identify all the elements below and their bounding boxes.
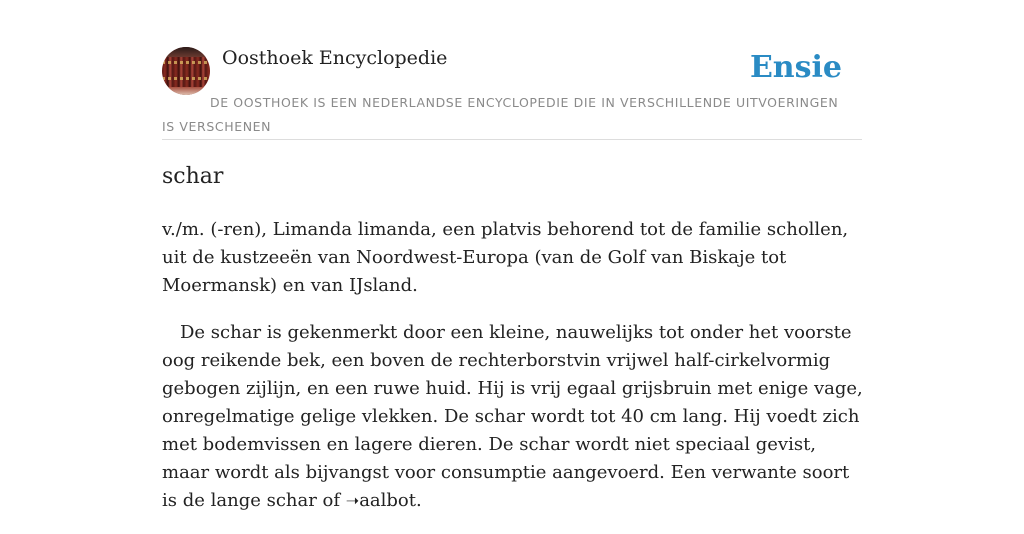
cross-reference-label: aalbot <box>359 490 416 511</box>
cross-reference-link[interactable] <box>346 490 416 511</box>
paragraph-description-text: De schar is gekenmerkt door een kleine, nauwelijks tot onder het voorste oog reikende bek, een boven de rechterborstvin vrijwel half-cirkelvormig gebogen zijlijn, en een ruwe huid. Hij is vrij egaal grijsbruin met enige vage, onregelmatige gelige vlekken. De schar wordt tot 40 cm lang. Hij voedt zich met bodemvissen en lagere dieren. De schar wordt niet speciaal gevist, maar wordt als bijvangst voor consumptie aangevoerd. Een verwante soort is de lange schar of <box>162 322 863 511</box>
bookshelf-top <box>162 47 210 57</box>
article-body <box>162 216 867 534</box>
gold-band <box>162 77 210 80</box>
brand-logo-link[interactable]: Ensie <box>749 50 842 85</box>
site-title-link[interactable]: Oosthoek Encyclopedie <box>222 47 448 69</box>
site-header <box>162 44 862 140</box>
article-title: schar <box>162 164 224 189</box>
arrow-icon: ➝ <box>345 491 360 510</box>
paragraph-end: . <box>416 490 422 511</box>
paragraph-definition: v./m. (-ren), Limanda limanda, een platvis behorend tot de familie schollen, uit de kustzeeën van Noordwest-Europa (van de Golf van Biskaje tot Moermansk) en van IJsland. <box>162 219 849 296</box>
site-tagline: DE OOSTHOEK IS EEN NEDERLANDSE ENCYCLOPEDIE DIE IN VERSCHILLENDE UITVOERINGEN IS VERSCHENEN <box>162 95 839 134</box>
avatar[interactable] <box>162 47 210 95</box>
gold-band <box>162 61 210 64</box>
paragraph-description <box>162 319 867 515</box>
